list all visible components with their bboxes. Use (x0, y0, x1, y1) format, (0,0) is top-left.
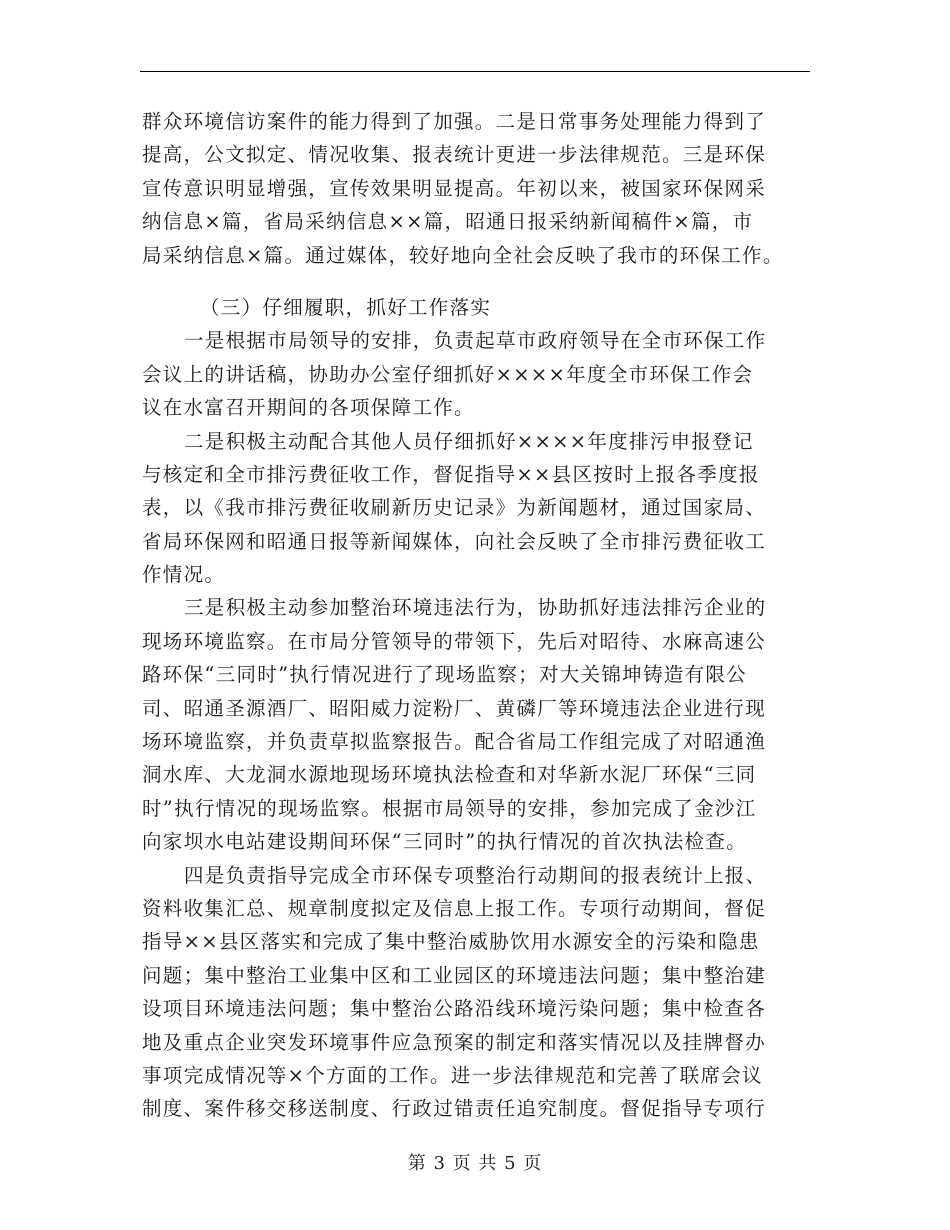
paragraph-line: 路环保“三同时”执行情况进行了现场监察；对大关锦坤铸造有限公 (142, 663, 747, 687)
paragraph-4 (142, 591, 812, 858)
paragraph-line: 会议上的讲话稿，协助办公室仔细抓好××××年度全市环保工作会 (142, 362, 754, 386)
paragraph-line: 设项目环境违法问题；集中整治公路沿线环境污染问题；集中检查各 (142, 997, 767, 1021)
paragraph-5 (142, 859, 812, 1126)
paragraph-line: 地及重点企业突发环境事件应急预案的制定和落实情况以及挂牌督办 (142, 1030, 767, 1054)
paragraph-line: 问题；集中整治工业集中区和工业园区的环境违法问题；集中整治建 (142, 963, 767, 987)
paragraph-line: 司、昭通圣源酒厂、昭阳威力淀粉厂、黄磷厂等环境违法企业进行现 (142, 696, 767, 720)
paragraph-line: 向家坝水电站建设期间环保“三同时”的执行情况的首次执法检查。 (142, 830, 747, 854)
paragraph-line: 纳信息×篇，省局采纳信息××篇，昭通日报采纳新闻稿件×篇，市 (142, 210, 754, 234)
paragraph-line: 议在水富召开期间的各项保障工作。 (142, 396, 475, 420)
paragraph-line: 宣传意识明显增强，宣传效果明显提高。年初以来，被国家环保网采 (142, 176, 767, 200)
section-heading: （三）仔细履职，抓好工作落实 (200, 295, 492, 319)
paragraph-line: 四是负责指导完成全市环保专项整治行动期间的报表统计上报、 (184, 863, 767, 887)
paragraph-line: 表，以《我市排污费征收刷新历史记录》为新闻题材，通过国家局、 (142, 496, 767, 520)
paragraph-1 (142, 105, 812, 272)
paragraph-line: 局采纳信息×篇。通过媒体，较好地向全社会反映了我市的环保工作。 (142, 243, 784, 267)
paragraph-3 (142, 425, 812, 592)
paragraph-line: 二是积极主动配合其他人员仔细抓好××××年度排污申报登记 (184, 429, 754, 453)
paragraph-line: 时”执行情况的现场监察。根据市局领导的安排，参加完成了金沙江 (142, 796, 757, 820)
paragraph-line: 三是积极主动参加整治环境违法行为，协助抓好违法排污企业的 (184, 596, 767, 620)
paragraph-line: 事项完成情况等×个方面的工作。进一步法律规范和完善了联席会议 (142, 1063, 763, 1087)
paragraph-line: 省局环保网和昭通日报等新闻媒体，向社会反映了全市排污费征收工 (142, 529, 767, 553)
header-rule (140, 71, 810, 72)
page-number: 第 3 页 共 5 页 (407, 1153, 543, 1174)
paragraph-line: 场环境监察，并负责草拟监察报告。配合省局工作组完成了对昭通渔 (142, 730, 767, 754)
paragraph-line: 提高，公文拟定、情况收集、报表统计更进一步法律规范。三是环保 (142, 143, 767, 167)
paragraph-line: 现场环境监察。在市局分管领导的带领下，先后对昭待、水麻高速公 (142, 629, 767, 653)
paragraph-line: 一是根据市局领导的安排，负责起草市政府领导在全市环保工作 (184, 329, 767, 353)
paragraph-2 (142, 324, 812, 424)
paragraph-line: 资料收集汇总、规章制度拟定及信息上报工作。专项行动期间，督促 (142, 896, 767, 920)
document-body (142, 105, 812, 1126)
paragraph-line: 与核定和全市排污费征收工作，督促指导××县区按时上报各季度报 (142, 462, 760, 486)
paragraph-line: 洞水库、大龙洞水源地现场环境执法检查和对华新水泥厂环保“三同 (142, 763, 757, 787)
paragraph-line: 指导××县区落实和完成了集中整治威胁饮用水源安全的污染和隐患 (142, 930, 760, 954)
paragraph-line: 作情况。 (142, 563, 226, 587)
paragraph-line: 群众环境信访案件的能力得到了加强。二是日常事务处理能力得到了 (142, 110, 767, 133)
paragraph-line: 制度、案件移交移送制度、行政过错责任追究制度。督促指导专项行 (142, 1097, 767, 1121)
